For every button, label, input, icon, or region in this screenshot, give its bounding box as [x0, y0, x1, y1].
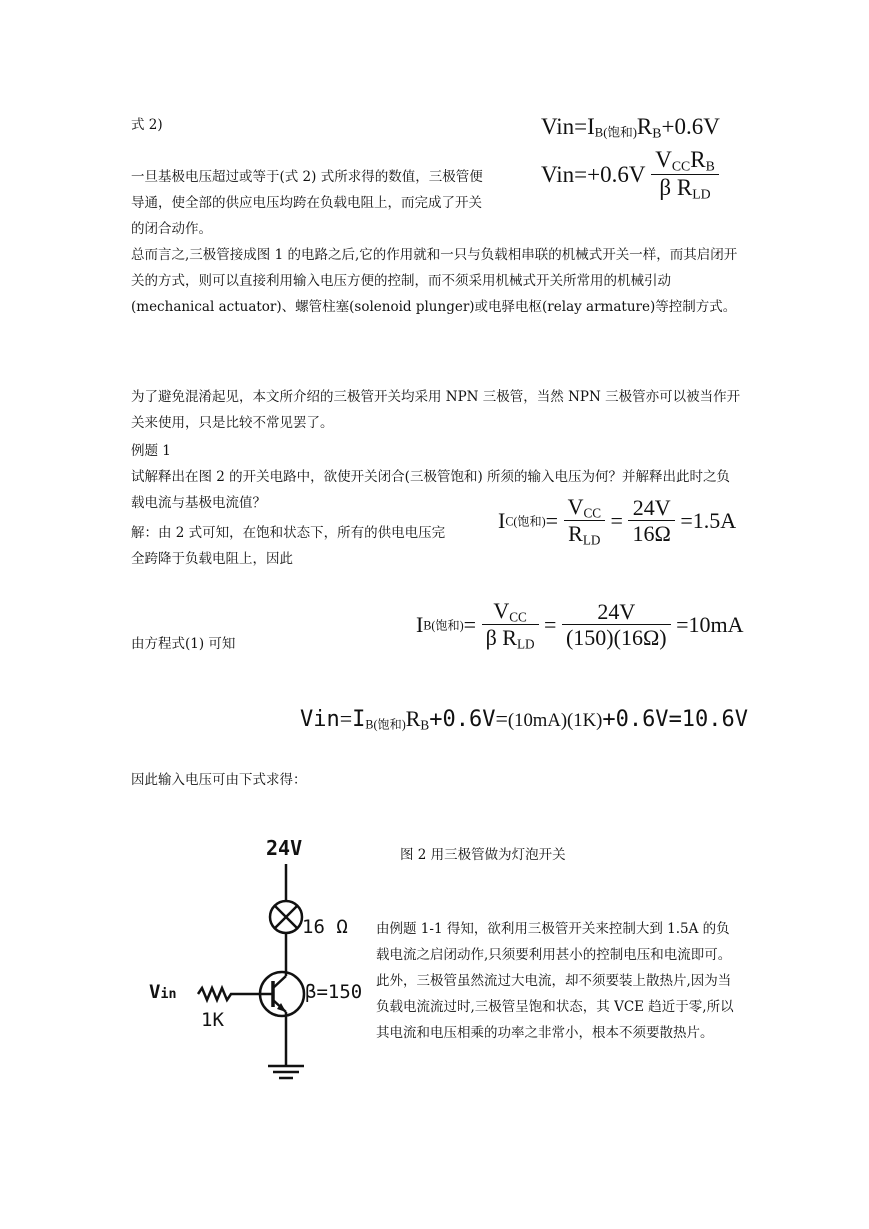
para1-line1: 一旦基极电压超过或等于(式 2) 式所求得的数值，三极管便	[131, 169, 483, 185]
eq-r: R	[568, 521, 583, 547]
eq-r: R	[502, 625, 517, 651]
eq-vin: Vin	[541, 161, 575, 187]
eq-i: I	[587, 114, 595, 139]
eq-r: R	[405, 706, 421, 731]
eq-beta: β	[659, 175, 672, 201]
eq-denominator	[651, 175, 719, 202]
eq-sat-sub: B(饱和)	[594, 125, 637, 140]
eq-numerator	[482, 598, 539, 625]
question: 试解释出在图 2 的开关电路中，欲使开关闭合(三极管饱和) 所须的输入电压为何？并解释出此时之负载电流与基极电流值？	[131, 469, 730, 511]
switch-circuit-diagram	[140, 838, 390, 1098]
solution-line1: 解：由 2 式可知，在饱和状态下，所有的供电电压完	[131, 525, 446, 541]
circuit-vin-sub: in	[160, 987, 177, 1002]
equation-vin-fraction	[541, 147, 719, 203]
eq-fraction	[651, 147, 719, 203]
eq-b-sub: B	[652, 125, 662, 141]
eq-result-106v: =10.6V	[668, 707, 749, 732]
eq-fraction-24-16	[628, 495, 674, 547]
eq-fraction-vcc-rld	[564, 494, 605, 548]
eq-plus06: +0.6V	[587, 161, 646, 187]
eq-10ma-1k: (10mA)(1K)	[507, 710, 603, 731]
eq-result-15a: =1.5A	[680, 507, 737, 533]
circuit-beta-label: β=150	[305, 981, 363, 1003]
para1-line2: 导通，使全部的供应电压均跨在负载电阻上，而完成了开关	[131, 195, 482, 211]
eq-16ohm: 16Ω	[632, 521, 671, 547]
equation-vin-final	[300, 706, 748, 733]
eq-sign: =	[574, 161, 588, 187]
eq-denominator	[482, 625, 539, 651]
eq2-label: 式 2)	[131, 117, 163, 133]
equation-ib-sat	[416, 598, 744, 652]
eq-sign: =	[545, 507, 559, 533]
equation-vin-ib	[541, 114, 720, 141]
para2: 总而言之,三极管接成图 1 的电路之后,它的作用就和一只与负载相串联的机械式开关一样，而其启闭开关的方式，则可以直接利用输入电压方便的控制，而不须采用机械式开关所常用的机械引动(mechanical actuator)、螺管柱塞(solenoid plunger)或电驿电枢(relay armature)等控制方式。	[131, 247, 738, 315]
eq-plus06: +0.6V	[661, 114, 720, 139]
eq-sign: =	[610, 507, 623, 533]
circuit-base-resistor-label: 1K	[201, 1009, 224, 1031]
circuit-supply-label: 24V	[266, 836, 303, 860]
eq-ld-sub: LD	[516, 636, 535, 652]
circuit-vin-label	[149, 979, 176, 1008]
eq-result-10ma: =10mA	[676, 611, 744, 637]
eq-plus06: +0.6V	[429, 707, 496, 732]
eq-b-sub: B	[420, 717, 430, 733]
eq-beta: β	[485, 625, 497, 651]
eq-numerator	[564, 494, 605, 521]
solution-line2: 全跨降于负载电阻上，因此	[131, 551, 293, 567]
eq-csat-sub: C(饱和)	[505, 514, 546, 529]
eq-cc-sub: CC	[509, 609, 527, 625]
eq-sign: =	[339, 706, 353, 731]
eq-ld-sub: LD	[692, 186, 711, 202]
example-title: 例题 1	[131, 443, 171, 459]
eq-r: R	[690, 147, 706, 172]
eq-v: V	[655, 147, 672, 172]
eq-24v: 24V	[562, 599, 671, 625]
from-eq1-label: 由方程式(1) 可知	[131, 636, 236, 652]
eq-24v: 24V	[628, 495, 674, 521]
eq-fraction-24-150-16	[562, 599, 671, 651]
eq-sat-sub: B(饱和)	[423, 618, 464, 633]
eq-denominator	[564, 521, 605, 547]
circuit-lamp-resistance: 16 Ω	[302, 916, 348, 938]
eq-v: V	[493, 598, 510, 623]
eq-plus06: +0.6V	[602, 707, 669, 732]
eq-sign: =	[544, 611, 557, 637]
eq-cc-sub: CC	[583, 505, 602, 521]
eq-sign: =	[574, 114, 588, 139]
eq-150-16: (150)(16Ω)	[565, 625, 667, 651]
circuit-vin-v: V	[149, 981, 161, 1003]
eq-r: R	[636, 114, 653, 139]
eq-sat-sub: B(饱和)	[365, 717, 406, 732]
eq-numerator	[651, 147, 719, 175]
eq-fraction-vcc-beta-rld	[482, 598, 539, 652]
conclusion-paragraph: 由例题 1-1 得知，欲利用三极管开关来控制大到 1.5A 的负载电流之启闭动作,只须要利用甚小的控制电压和电流即可。此外，三极管虽然流过大电流，却不须要装上散热片,因为当负载电流流过时,三极管呈饱和状态，其 VCE 趋近于零,所以其电流和电压相乘的功率之非常小，根本不须要散热片。	[376, 921, 734, 1041]
eq-cc-sub: CC	[671, 158, 691, 174]
eq-vin: Vin	[541, 114, 575, 139]
figure-caption: 图 2 用三极管做为灯泡开关	[400, 847, 566, 863]
eq-i: I	[352, 707, 366, 732]
eq-ld-sub: LD	[582, 532, 601, 548]
eq-r: R	[676, 175, 693, 201]
eq-v: V	[567, 494, 584, 519]
eq-b-sub: B	[705, 158, 715, 174]
eq-i: I	[498, 507, 506, 533]
para1-line3: 的闭合动作。	[131, 221, 212, 237]
equation-ic-sat	[498, 494, 736, 548]
eq-vin: Vin	[300, 707, 340, 732]
eq-sign: =	[495, 706, 508, 731]
therefore-line: 因此输入电压可由下式求得：	[131, 772, 307, 788]
para3: 为了避免混淆起见，本文所介绍的三极管开关均采用 NPN 三极管，当然 NPN 三极管亦可以被当作开关来使用，只是比较不常见罢了。	[131, 389, 741, 431]
eq-sign: =	[463, 611, 477, 637]
eq-i: I	[416, 611, 424, 637]
